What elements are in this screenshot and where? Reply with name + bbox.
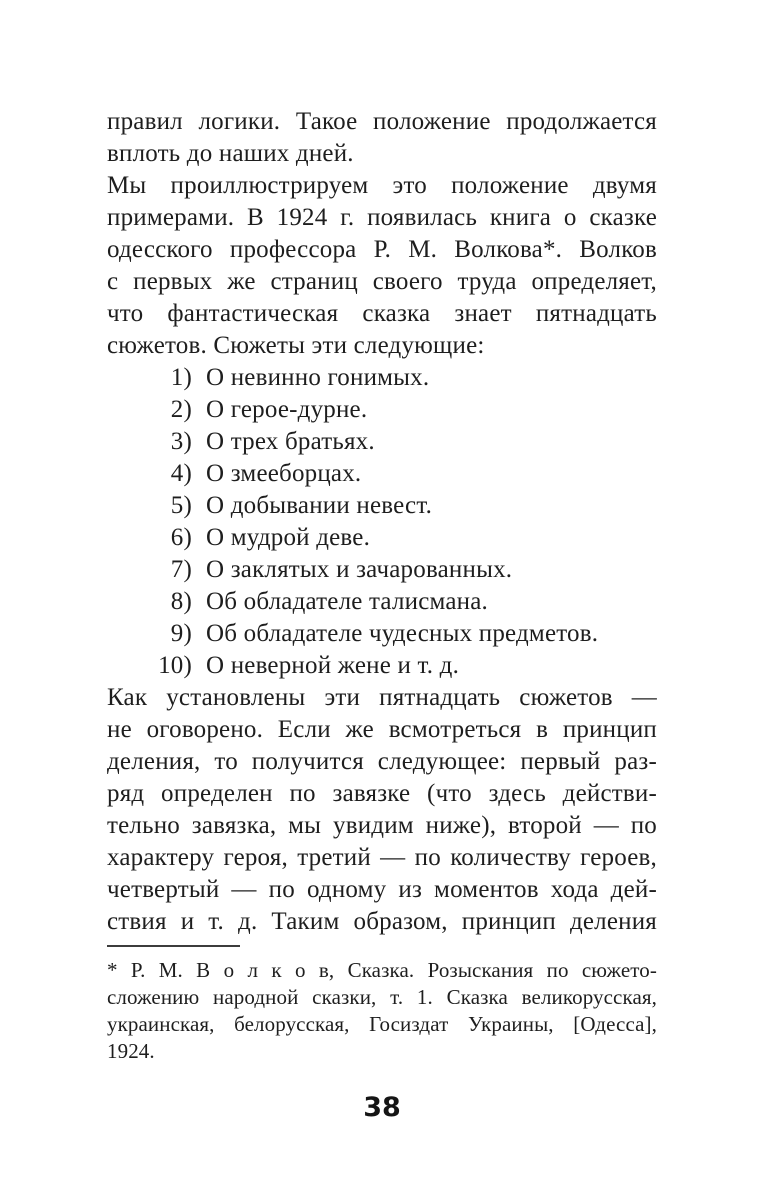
footnote-line: сложению народной сказки, т. 1. Сказка великорусская, — [107, 985, 657, 1009]
text-line: с первых же страниц своего труда определяет, — [107, 268, 657, 295]
text-line: не оговорено. Если же всмотреться в принцип — [107, 716, 657, 743]
list-item-number: 4) — [170, 460, 192, 487]
text-line: Как установлены эти пятнадцать сюжетов — — [107, 684, 657, 711]
list-item-text: О мудрой деве. — [206, 524, 371, 551]
list-item — [107, 650, 657, 682]
list-item-text: О заклятых и зачарованных. — [206, 556, 513, 583]
list-item-text: О змееборцах. — [206, 460, 362, 487]
list-item-number: 10) — [158, 652, 192, 679]
text-line: деления, то получится следующее: первый раз- — [107, 748, 657, 775]
footnote — [107, 957, 657, 1065]
text-line: правил логики. Такое положение продолжается — [107, 108, 657, 135]
list-item-number: 8) — [170, 588, 192, 615]
text-line: ряд определен по завязке (что здесь действи- — [107, 780, 657, 807]
text-line: характеру героя, третий — по количеству героев, — [107, 844, 657, 871]
text-line: тельно завязка, мы увидим ниже), второй — по — [107, 812, 657, 839]
list-item-text: О трех братьях. — [206, 428, 375, 455]
text-line: четвертый — по одному из моментов хода дей- — [107, 876, 657, 903]
text-line: что фантастическая сказка знает пятнадцать — [107, 300, 657, 327]
text-line: примерами. В 1924 г. появилась книга о сказке — [107, 204, 657, 231]
list-item — [107, 522, 657, 554]
text-column — [107, 106, 657, 1065]
list-item — [107, 458, 657, 490]
text-line: Мы проиллюстрируем это положение двумя — [107, 172, 657, 199]
text-line: сюжетов. Сюжеты эти следующие: — [107, 332, 485, 359]
list-item-number: 7) — [170, 556, 192, 583]
list-item-number: 2) — [170, 396, 192, 423]
list-item — [107, 362, 657, 394]
list-item-text: О невинно гонимых. — [206, 364, 430, 391]
footnote-line: * Р. М. В о л к о в, Сказка. Розыскания по сюжето- — [107, 958, 657, 982]
list-item-number: 6) — [170, 524, 192, 551]
paragraph-3 — [107, 682, 657, 938]
page-number: 38 — [363, 1092, 401, 1123]
list-item-number: 3) — [170, 428, 192, 455]
list-item-text: Об обладателе чудесных предметов. — [206, 620, 599, 647]
list-item — [107, 426, 657, 458]
list-item — [107, 618, 657, 650]
footnote-line: 1924. — [107, 1039, 155, 1063]
footnote-separator — [107, 945, 240, 947]
list-item-number: 5) — [170, 492, 192, 519]
footnote-line: украинская, белорусская, Госиздат Украины, [Одесса], — [107, 1012, 657, 1036]
list-item-text: О добывании невест. — [206, 492, 433, 519]
list-item-text: Об обладателе талисмана. — [206, 588, 488, 615]
list-item-text: О неверной жене и т. д. — [206, 652, 460, 679]
list-item — [107, 490, 657, 522]
list-item-number: 1) — [170, 364, 192, 391]
list-item-text: О герое-дурне. — [206, 396, 368, 423]
plot-list — [107, 362, 657, 682]
list-item — [107, 394, 657, 426]
list-item — [107, 586, 657, 618]
text-line: вплоть до наших дней. — [107, 140, 354, 167]
text-line: одесского профессора Р. М. Волкова*. Волков — [107, 236, 657, 263]
paragraph-1 — [107, 106, 657, 170]
list-item — [107, 554, 657, 586]
paragraph-2 — [107, 170, 657, 362]
list-item-number: 9) — [170, 620, 192, 647]
text-line: ствия и т. д. Таким образом, принцип деления — [107, 908, 657, 935]
